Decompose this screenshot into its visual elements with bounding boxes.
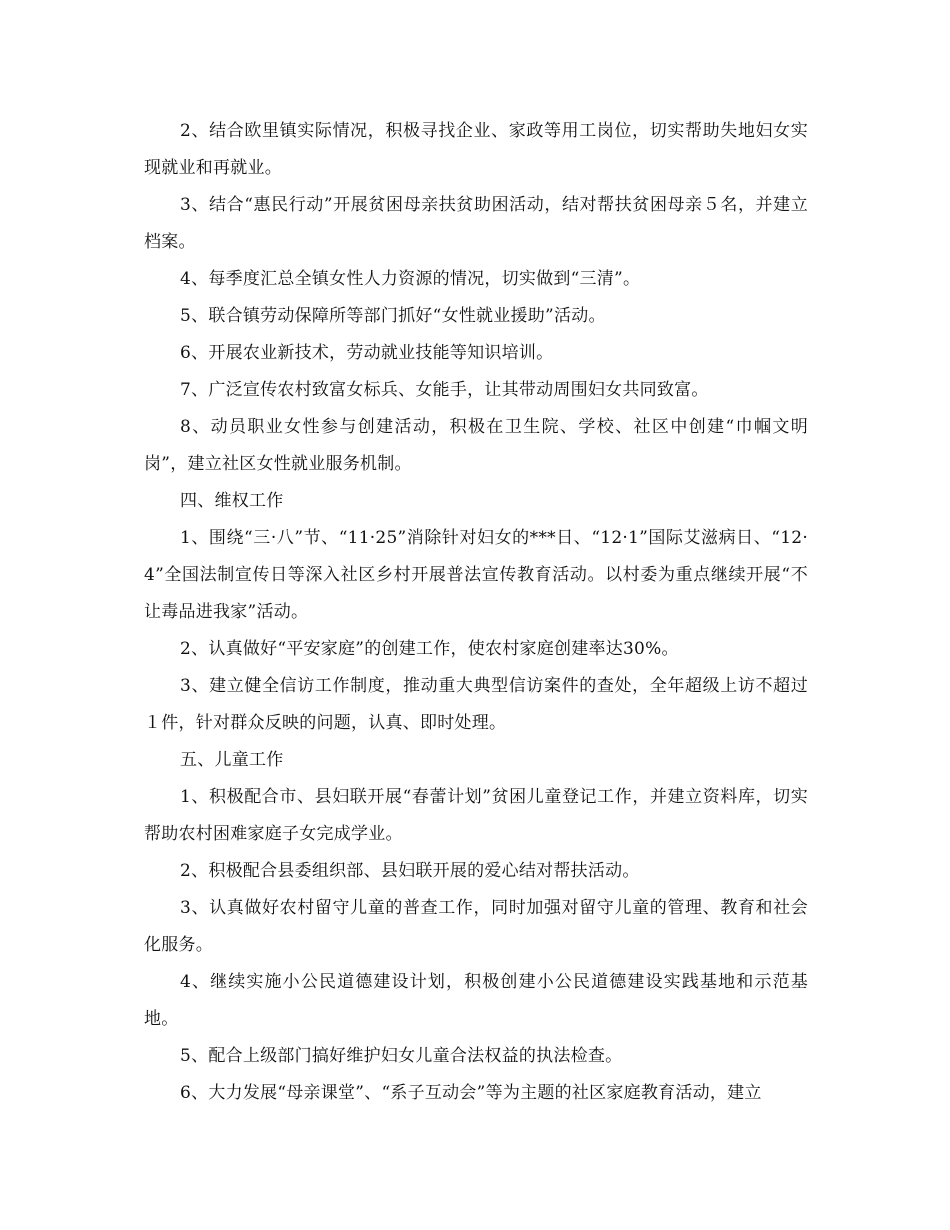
paragraph-employment-item-6: 6、开展农业新技术，劳动就业技能等知识培训。 [180, 343, 554, 363]
paragraph-employment-item-8: 8、动员职业女性参与创建活动，积极在卫生院、学校、社区中创建“巾帼文明岗”，建立社区女性就业服务机制。 [144, 417, 808, 474]
document-body [144, 113, 808, 1112]
paragraph-children-item-6: 6、大力发展“母亲课堂”、“系子互动会”等为主题的社区家庭教育活动，建立 [180, 1083, 762, 1103]
paragraph-children-item-4: 4、继续实施小公民道德建设计划，积极创建小公民道德建设实践基地和示范基地。 [144, 972, 808, 1029]
paragraph-children-item-1: 1、积极配合市、县妇联开展“春蕾计划”贫困儿童登记工作，并建立资料库，切实帮助农村困难家庭子女完成学业。 [144, 787, 808, 844]
paragraph-employment-item-3: 3、结合“惠民行动”开展贫困母亲扶贫助困活动，结对帮扶贫困母亲５名，并建立档案。 [144, 195, 808, 252]
section-heading-rights: 四、维权工作 [180, 491, 284, 511]
paragraph-children-item-5: 5、配合上级部门搞好维护妇女儿童合法权益的执法检查。 [180, 1046, 623, 1066]
paragraph-rights-item-2: 2、认真做好“平安家庭”的创建工作，使农村家庭创建率达30%。 [180, 639, 679, 659]
paragraph-employment-item-2: 2、结合欧里镇实际情况，积极寻找企业、家政等用工岗位，切实帮助失地妇女实现就业和再就业。 [144, 121, 808, 178]
paragraph-rights-item-3: 3、建立健全信访工作制度，推动重大典型信访案件的查处，全年超级上访不超过１件，针对群众反映的问题，认真、即时处理。 [144, 676, 808, 733]
section-heading-children: 五、儿童工作 [180, 750, 284, 770]
paragraph-children-item-2: 2、积极配合县委组织部、县妇联开展的爱心结对帮扶活动。 [180, 861, 640, 881]
paragraph-employment-item-5: 5、联合镇劳动保障所等部门抓好“女性就业援助”活动。 [180, 306, 606, 326]
paragraph-children-item-3: 3、认真做好农村留守儿童的普查工作，同时加强对留守儿童的管理、教育和社会化服务。 [144, 898, 808, 955]
paragraph-employment-item-7: 7、广泛宣传农村致富女标兵、女能手，让其带动周围妇女共同致富。 [180, 380, 709, 400]
paragraph-rights-item-1: 1、围绕“三·八”节、“11·25”消除针对妇女的***日、“12·1”国际艾滋病日、“12·4”全国法制宣传日等深入社区乡村开展普法宣传教育活动。以村委为重点继续开展“不让毒品进我家”活动。 [144, 528, 808, 622]
paragraph-employment-item-4: 4、每季度汇总全镇女性人力资源的情况，切实做到“三清”。 [180, 269, 641, 289]
